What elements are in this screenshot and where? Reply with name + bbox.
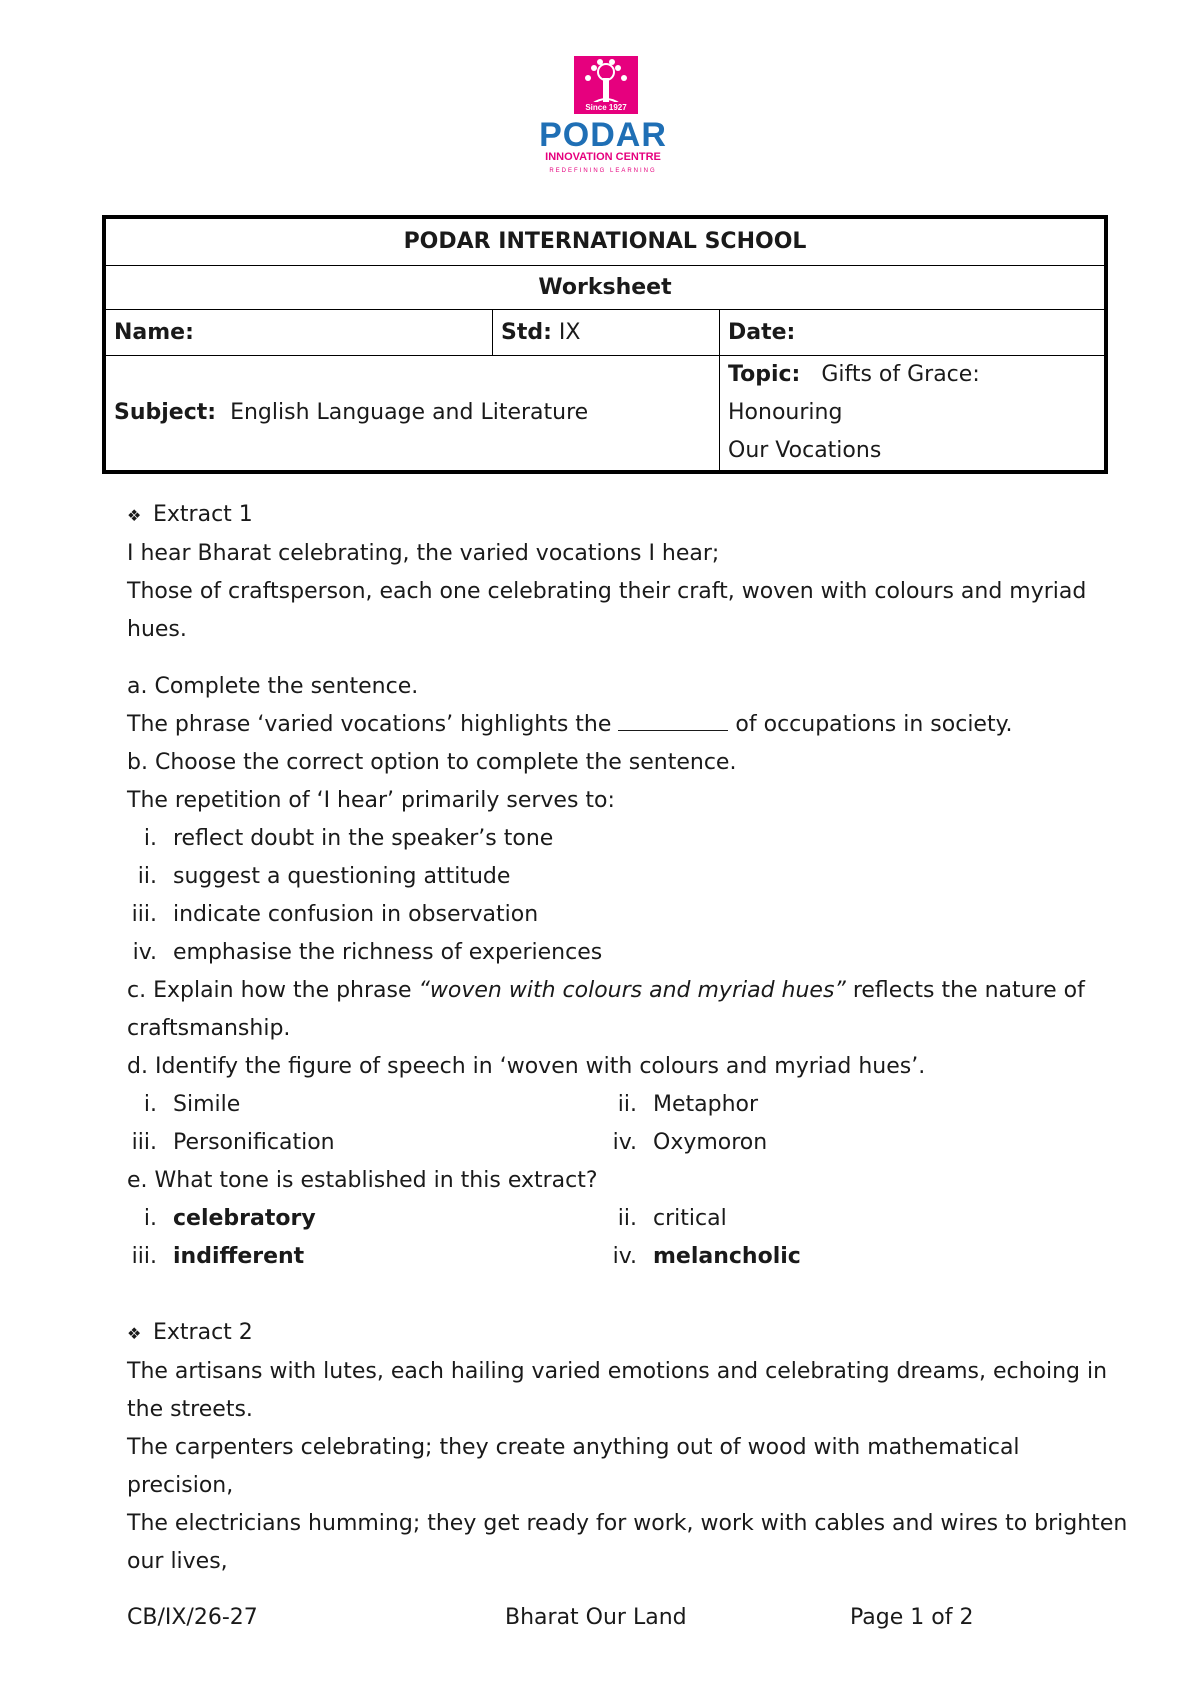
std-field (493, 309, 720, 355)
worksheet-header-table (102, 215, 1108, 474)
school-logo (528, 50, 678, 180)
subject-label: Subject: (114, 400, 217, 425)
option-item[interactable]: i. celebratory (143, 1206, 316, 1231)
date-label: Date: (728, 319, 796, 345)
question-d-label: d. Identify the figure of speech in ‘woven with colours and myriad hues’. (127, 1054, 926, 1079)
question-b-stem: The repetition of ‘I hear’ primarily serves to: (127, 788, 615, 813)
extract2-line: The artisans with lutes, each hailing varied emotions and celebrating dreams, echoing in (127, 1359, 1108, 1384)
footer-page-number: Page 1 of 2 (850, 1605, 974, 1630)
topic-label: Topic: (728, 361, 801, 387)
extract1-line: I hear Bharat celebrating, the varied vocations I hear; (127, 541, 720, 566)
logo-since: Since 1927 (574, 102, 638, 114)
extract1-line: hues. (127, 617, 187, 642)
logo-wordmark: PODAR (539, 116, 667, 154)
topic-value-2: Our Vocations (728, 437, 882, 463)
option-item[interactable]: ii. suggest a questioning attitude (137, 864, 511, 889)
option-item[interactable]: iv. emphasise the richness of experiences (132, 940, 603, 965)
diamond-bullet-icon: ❖ (127, 1324, 142, 1343)
worksheet-title: Worksheet (104, 265, 1106, 309)
school-name: PODAR INTERNATIONAL SCHOOL (104, 217, 1106, 265)
option-item[interactable]: iv. melancholic (612, 1244, 801, 1269)
diamond-bullet-icon: ❖ (127, 506, 142, 525)
question-a-label: a. Complete the sentence. (127, 674, 419, 699)
option-item[interactable]: ii. critical (617, 1206, 727, 1231)
footer-code: CB/IX/26-27 (127, 1605, 258, 1630)
std-value: IX (558, 319, 581, 345)
extract1-heading: ❖ Extract 1 (127, 496, 1087, 535)
question-a-sentence: The phrase ‘varied vocations’ highlights the of occupations in society. (127, 712, 1013, 737)
extract2-heading: ❖ Extract 2 (127, 1314, 1087, 1353)
option-item[interactable]: i. Simile (143, 1092, 241, 1117)
logo-subtitle: INNOVATION CENTRE (545, 151, 661, 163)
option-item[interactable]: iii. indifferent (131, 1244, 305, 1269)
option-item[interactable]: i. reflect doubt in the speaker’s tone (143, 826, 554, 851)
subject-field (104, 355, 720, 472)
question-c-line2: craftsmanship. (127, 1016, 291, 1041)
topic-value-1: Gifts of Grace: Honouring (728, 361, 980, 425)
extract2-line: precision, (127, 1473, 234, 1498)
name-field[interactable] (104, 309, 493, 355)
extract1-line: Those of craftsperson, each one celebrating their craft, woven with colours and myriad (127, 579, 1087, 604)
date-field[interactable] (720, 309, 1107, 355)
option-item[interactable]: iii. Personification (131, 1130, 335, 1155)
std-label: Std: (501, 319, 552, 345)
extract2-line: The electricians humming; they get ready for work, work with cables and wires to brighten (127, 1511, 1128, 1536)
worksheet-content (127, 496, 1128, 1581)
option-item[interactable]: ii. Metaphor (617, 1092, 759, 1117)
question-e-label: e. What tone is established in this extract? (127, 1168, 598, 1193)
footer-title: Bharat Our Land (505, 1605, 687, 1630)
option-item[interactable]: iii. indicate confusion in observation (131, 902, 539, 927)
option-item[interactable]: iv. Oxymoron (612, 1130, 768, 1155)
answer-blank[interactable] (618, 710, 728, 731)
extract2-line: our lives, (127, 1549, 228, 1574)
question-c: c. Explain how the phrase “woven with colours and myriad hues” reflects the nature of (127, 978, 1085, 1003)
logo-tagline: REDEFINING LEARNING (549, 168, 657, 174)
question-b-label: b. Choose the correct option to complete the sentence. (127, 750, 737, 775)
topic-field (720, 355, 1107, 472)
name-label: Name: (114, 319, 194, 345)
extract2-line: The carpenters celebrating; they create anything out of wood with mathematical (127, 1435, 1020, 1460)
subject-value: English Language and Literature (230, 400, 589, 425)
extract2-line: the streets. (127, 1397, 253, 1422)
